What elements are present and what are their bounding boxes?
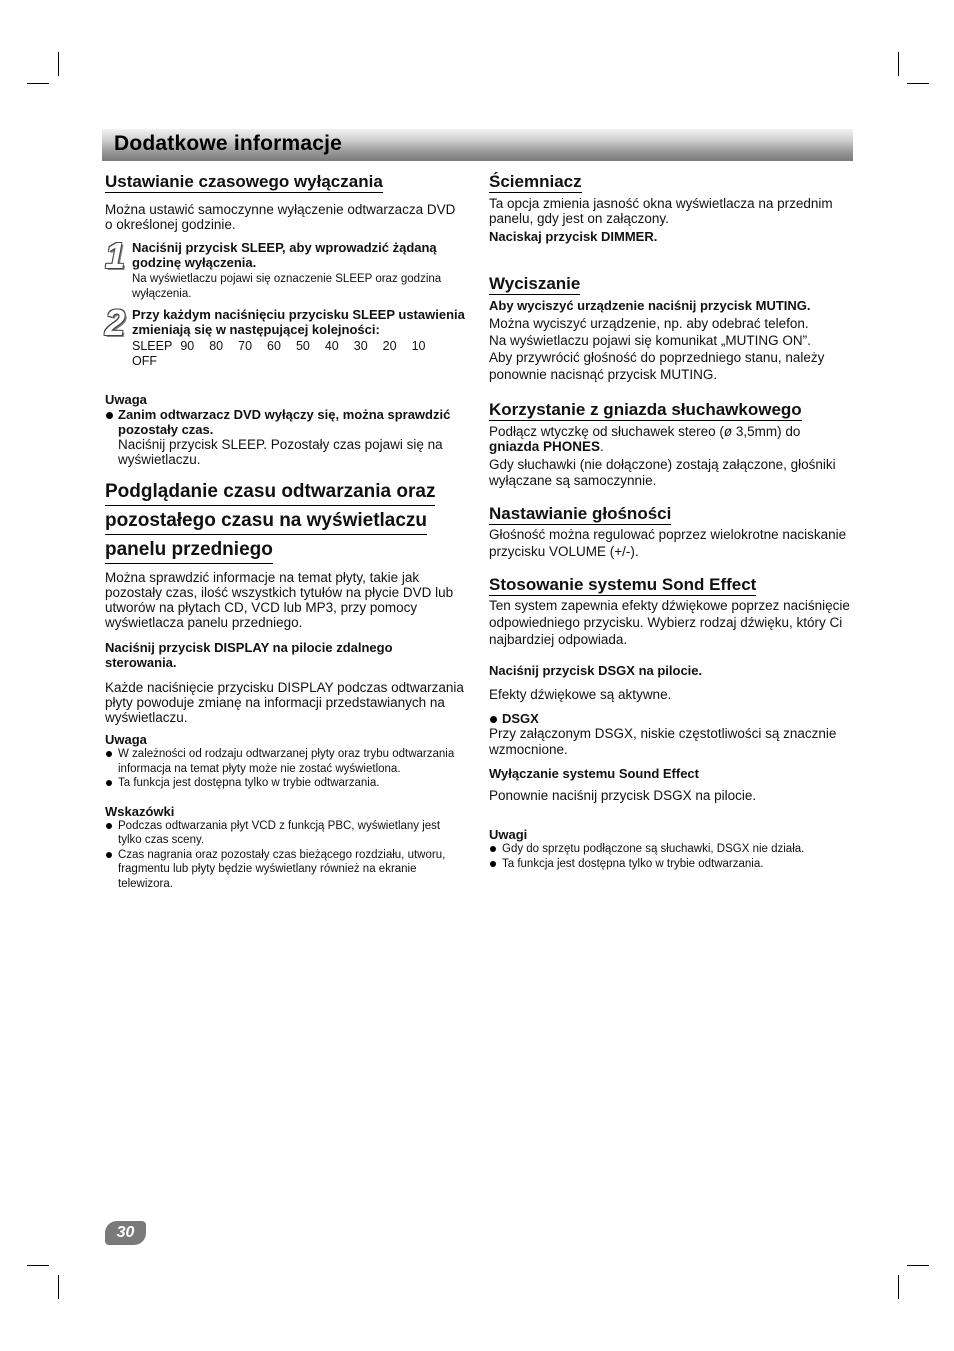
step-text: Na wyświetlaczu pojawi się oznaczenie SLEEP oraz godzina wyłączenia. (132, 273, 442, 300)
section-heading: Wyciszanie (489, 274, 581, 293)
note-text: Naciśnij przycisk SLEEP. Pozostały czas pojawi się na wyświetlaczu. (118, 437, 443, 467)
sleep-value: 30 (353, 339, 368, 353)
note-item: Gdy do sprzętu podłączone są słuchawki, DSGX nie działa. (489, 842, 853, 857)
paragraph: Aby przywrócić głośność do poprzedniego stanu, należy ponownie nacisnąć przycisk MUTING. (489, 350, 825, 382)
note-item: Ta funkcja jest dostępna tylko w trybie odtwarzania. (489, 857, 853, 872)
diameter-symbol: ø (723, 424, 733, 439)
left-column (105, 172, 465, 891)
sleep-value: 50 (295, 339, 310, 353)
note-item: Ta funkcja jest dostępna tylko w trybie odtwarzania. (105, 776, 465, 791)
instruction: Naciśnij przycisk DISPLAY na pilocie zdalnego sterowania. (105, 640, 393, 670)
section-heading-line: panelu przedniego (105, 539, 273, 564)
instruction: Wyłączanie systemu Sound Effect (489, 766, 699, 781)
sleep-value: 10 (411, 339, 426, 353)
section-sound-effect (489, 575, 853, 871)
notes-label: Uwagi (489, 827, 528, 842)
page-title: Dodatkowe informacje (114, 132, 343, 155)
sleep-value: 90 (180, 339, 195, 353)
section-heading: Korzystanie z gniazda słuchawkowego (489, 400, 802, 419)
crop-mark (58, 52, 59, 76)
instruction: Naciskaj przycisk DIMMER. (489, 229, 658, 244)
crop-mark (27, 1265, 49, 1266)
note-item: W zależności od rodzaju odtwarzanej płyty oraz trybu odtwarzania informacja na temat płyty może nie zostać wyświetlona. (105, 747, 465, 776)
paragraph: Ta opcja zmienia jasność okna wyświetlacza na przednim panelu, gdy jest on załączony. (489, 196, 833, 226)
section-heading-line: pozostałego czasu na wyświetlaczu (105, 510, 427, 535)
paragraph (489, 424, 853, 454)
section-phones (489, 400, 853, 489)
crop-mark (898, 1275, 899, 1299)
step-instruction: Naciśnij przycisk SLEEP, aby wprowadzić żądaną godzinę wyłączenia. (132, 240, 437, 270)
section-mute (489, 274, 853, 383)
section-sleep (105, 172, 465, 467)
sleep-value: 40 (324, 339, 339, 353)
sleep-value: 60 (267, 339, 281, 353)
note-bold: Zanim odtwarzacz DVD wyłączy się, można sprawdzić pozostały czas. (118, 407, 451, 437)
paragraph: Na wyświetlaczu pojawi się komunikat „MUTING ON”. (489, 333, 811, 348)
paragraph: Gdy słuchawki (nie dołączone) zostają załączone, głośniki wyłączane są samoczynnie. (489, 457, 836, 488)
section-display (105, 481, 465, 891)
section-heading: Ściemniacz (489, 172, 582, 191)
note-item (105, 407, 465, 467)
section-volume (489, 504, 853, 560)
step-2 (105, 302, 465, 369)
text-part: . (600, 439, 604, 454)
note-list (105, 747, 465, 791)
note-label: Uwaga (105, 732, 147, 747)
right-column (489, 172, 853, 871)
paragraph: Głośność można regulować poprzez wielokrotne naciskanie przycisku VOLUME (+/-). (489, 527, 847, 559)
section-heading: Stosowanie systemu Sond Effect (489, 575, 757, 594)
dsgx-label: DSGX (489, 711, 853, 726)
text-part: Podłącz wtyczkę od słuchawek stereo ( (489, 424, 724, 439)
paragraph: Ponownie naciśnij przycisk DSGX na pilocie. (489, 788, 757, 803)
paragraph: Można wyciszyć urządzenie, np. aby odebrać telefon. (489, 316, 809, 331)
instruction: Naciśnij przycisk DSGX na pilocie. (489, 663, 703, 678)
notes-list (489, 842, 853, 871)
paragraph: Każde naciśnięcie przycisku DISPLAY podczas odtwarzania płyty powoduje zmianę na informacji przedstawianych na wyświetlaczu. (105, 680, 464, 725)
sleep-value: OFF (132, 354, 157, 368)
note-block (105, 392, 465, 467)
step-1 (105, 235, 465, 301)
section-heading: Ustawianie czasowego wyłączania (105, 172, 383, 191)
crop-mark (27, 83, 49, 84)
paragraph: Można ustawić samoczynne wyłączenie odtwarzacza DVD o określonej godzinie. (105, 202, 456, 232)
step-instruction: Przy każdym naciśnięciu przycisku SLEEP ustawienia zmieniają się w następującej kolejności: (132, 307, 465, 337)
dsgx-list (489, 711, 853, 726)
paragraph: Ten system zapewnia efekty dźwiękowe poprzez naciśnięcie odpowiedniego przycisku. Wybierz rodzaj dźwięku, który Ci najbardziej odpowiada. (489, 598, 850, 647)
sleep-sequence (132, 339, 465, 369)
title-bar (102, 129, 853, 161)
paragraph: Efekty dźwiękowe są aktywne. (489, 687, 672, 702)
instruction: Aby wyciszyć urządzenie naciśnij przycisk MUTING. (489, 298, 811, 313)
section-dimmer (489, 172, 853, 244)
sleep-value: SLEEP (132, 339, 173, 353)
tip-item: Czas nagrania oraz pozostały czas bieżącego rozdziału, utworu, fragmentu lub płyty będzie wyświetlany również na ekranie telewizora. (105, 848, 465, 892)
crop-mark (907, 1265, 929, 1266)
sleep-value: 20 (382, 339, 397, 353)
text-part: 3,5mm) do (732, 424, 801, 439)
page-number-badge: 30 (105, 1221, 146, 1245)
step-number: 1 (105, 235, 126, 276)
step-number: 2 (105, 302, 126, 343)
crop-mark (907, 83, 929, 84)
text-part: gniazda PHONES (489, 439, 601, 454)
tips-list (105, 819, 465, 892)
tips-label: Wskazówki (105, 803, 175, 819)
section-heading-line: Podglądanie czasu odtwarzania oraz (105, 481, 435, 506)
paragraph: Przy załączonym DSGX, niskie częstotliwości są znacznie wzmocnione. (489, 726, 837, 757)
tip-item: Podczas odtwarzania płyt VCD z funkcją PBC, wyświetlany jest tylko czas sceny. (105, 819, 465, 848)
paragraph: Można sprawdzić informacje na temat płyty, takie jak pozostały czas, ilość wszystkich tytułów na płycie DVD lub utworów na płytach CD, VCD lub MP3, przy pomocy wyświetlacza panelu przedniego. (105, 570, 454, 630)
crop-mark (58, 1275, 59, 1299)
sleep-value: 80 (209, 339, 224, 353)
section-heading: Nastawianie głośności (489, 504, 672, 523)
sleep-value: 70 (238, 339, 253, 353)
note-label: Uwaga (105, 392, 147, 407)
crop-mark (898, 52, 899, 76)
